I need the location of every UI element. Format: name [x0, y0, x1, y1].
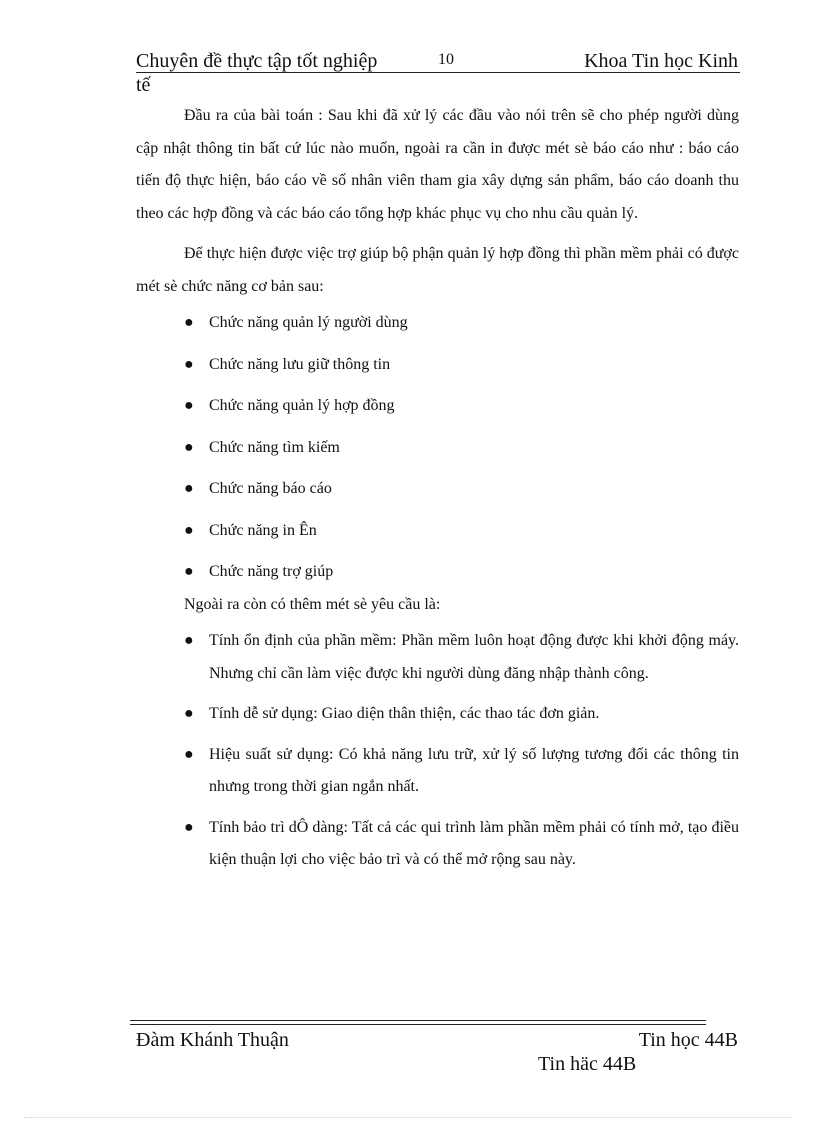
- list-item: ● Chức năng báo cáo: [136, 473, 739, 506]
- bullet-icon: ●: [184, 745, 194, 763]
- bullet-icon: ●: [184, 632, 194, 649]
- header-title: Chuyên đề thực tập tốt nghiệp: [136, 50, 378, 72]
- bullet-icon: ●: [184, 314, 194, 331]
- bullet-icon: ●: [184, 397, 194, 414]
- list-item: ● Tính dễ sử dụng: Giao diện thân thiện, các thao tác đơn giản.: [136, 698, 739, 731]
- paragraph-output: Đầu ra của bài toán : Sau khi đã xử lý các đầu vào nói trên sẽ cho phép người dùng cập nhật thông tin bất cứ lúc nào muốn, ngoài ra cần in được mét sè báo cáo như : báo cáo tiến độ thực hiện, báo cáo về số nhân viên tham gia xây dựng sản phẩm, báo cáo doanh thu theo các hợp đồng và các báo cáo tổng hợp khác phục vụ cho nhu cầu quản lý.: [136, 107, 739, 222]
- functions-list: [136, 307, 739, 589]
- footer-author: Đàm Khánh Thuận: [136, 1029, 289, 1051]
- page-edge-divider: [24, 1117, 792, 1118]
- list-item: ● Chức năng trợ giúp: [136, 556, 739, 589]
- requirements-list: [136, 625, 739, 877]
- bullet-icon: ●: [184, 705, 194, 722]
- page-number: 10: [438, 51, 454, 68]
- footer-rule: [130, 1024, 706, 1025]
- list-item: ● Chức năng quản lý người dùng: [136, 307, 739, 340]
- bullet-icon: ●: [184, 818, 194, 836]
- page-footer: [130, 1020, 740, 1080]
- bullet-icon: ●: [184, 355, 194, 373]
- list-item: ● Chức năng in Ên: [136, 515, 739, 548]
- bullet-icon: ●: [184, 480, 194, 497]
- header-department-wrap: tế: [136, 74, 151, 96]
- list-item: ● Chức năng tìm kiếm: [136, 432, 739, 465]
- bullet-icon: ●: [184, 438, 194, 456]
- paragraph-functions-intro: Để thực hiện được việc trợ giúp bộ phận quản lý hợp đồng thì phần mềm phải có được mét sè chức năng cơ bản sau:: [136, 245, 739, 295]
- paragraph-requirements-intro: Ngoài ra còn có thêm mét sè yêu cầu là:: [184, 595, 441, 613]
- footer-class: Tin học 44B: [638, 1029, 738, 1051]
- list-item: ● Tính bảo trì dÔ dàng: Tất cả các qui trình làm phần mềm phải có tính mở, tạo điều kiện thuận lợi cho việc bảo trì và có thể mở rộng sau này.: [136, 812, 739, 877]
- bullet-icon: ●: [184, 521, 194, 539]
- header-department: Khoa Tin học Kinh: [584, 50, 738, 72]
- footer-rule: [130, 1020, 706, 1021]
- list-item: ● Hiệu suất sử dụng: Có khả năng lưu trữ, xử lý số lượng tương đối các thông tin nhưng trong thời gian ngắn nhất.: [136, 739, 739, 804]
- page-body: [136, 100, 739, 877]
- page-header: [136, 48, 740, 98]
- header-rule: [136, 72, 740, 73]
- footer-class-alt: Tin häc 44B: [538, 1053, 637, 1075]
- list-item: ● Chức năng lưu giữ thông tin: [136, 349, 739, 382]
- bullet-icon: ●: [184, 563, 194, 580]
- list-item: ● Chức năng quản lý hợp đồng: [136, 390, 739, 423]
- list-item: ● Tính ổn định của phần mềm: Phần mềm luôn hoạt động được khi khởi động máy. Nhưng chỉ cần làm việc được khi người dùng đăng nhập thành công.: [136, 625, 739, 690]
